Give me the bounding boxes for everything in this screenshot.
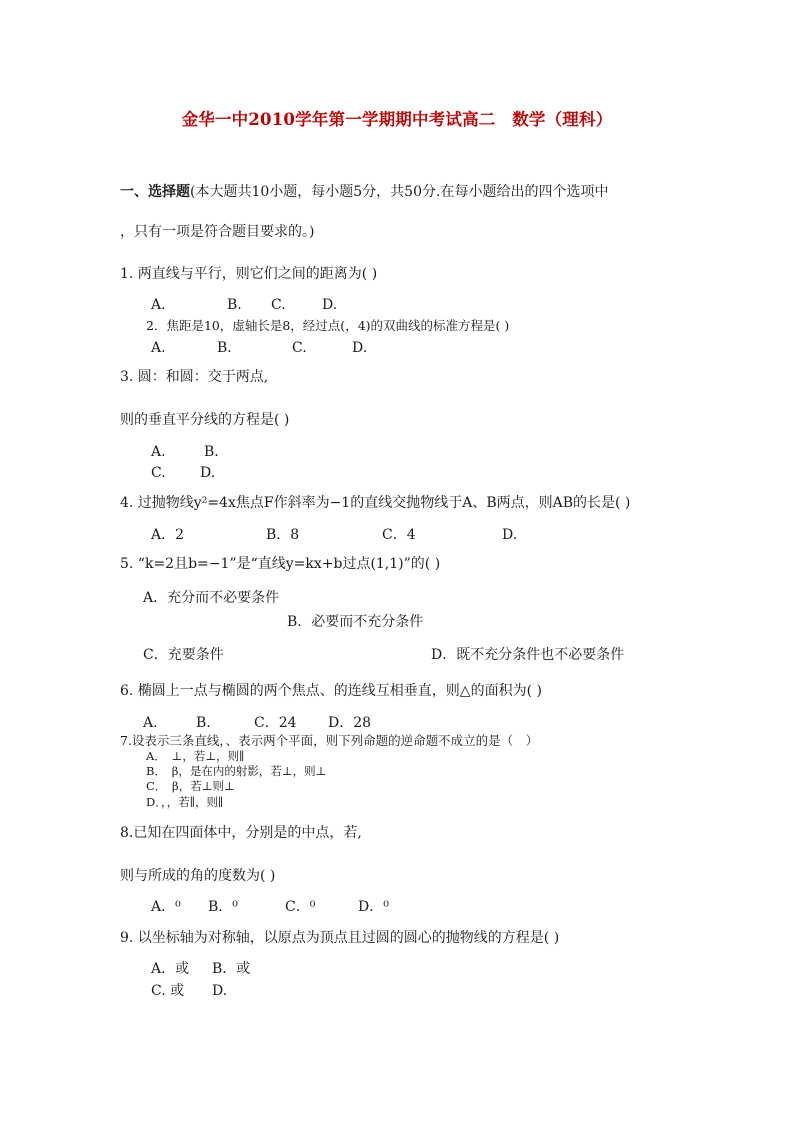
question-3-option-d: D.	[200, 465, 216, 481]
question-4-option-b: B．8	[266, 527, 300, 543]
question-6-option-c: C．24	[254, 715, 297, 731]
question-8-option-c: C．⁰	[285, 899, 316, 915]
section-intro	[120, 183, 608, 201]
question-7-option-a: A． ⊥，若⊥，则∥	[146, 749, 245, 763]
question-1-option-a: A.	[151, 297, 166, 313]
question-5-option-a: A．充分而不必要条件	[143, 590, 280, 606]
question-1-option-c: C.	[271, 297, 286, 313]
question-8-option-a: A．⁰	[151, 899, 181, 915]
question-6-stem: 6. 椭圆上一点与椭圆的两个焦点、的连线互相垂直，则△的面积为( )	[120, 683, 542, 699]
question-9-option-b: B．或	[212, 961, 251, 977]
question-1-option-d: D.	[322, 297, 338, 313]
question-4-option-c: C．4	[382, 527, 416, 543]
question-9-stem: 9. 以坐标轴为对称轴，以原点为顶点且过圆的圆心的抛物线的方程是( )	[120, 930, 560, 946]
question-8-stem: 8.已知在四面体中，分别是的中点，若,	[120, 825, 362, 841]
question-7-option-d: D．，，若∥，则∥	[146, 795, 224, 809]
question-6-option-b: B.	[196, 715, 211, 731]
question-9-option-c: C. 或	[151, 983, 185, 999]
question-5-option-b: B．必要而不充分条件	[287, 614, 424, 630]
question-3-option-a: A.	[151, 444, 166, 460]
question-4-option-a: A．2	[151, 527, 185, 543]
section-intro-text: (本大题共10小题，每小题5分，共50分.在每小题给出的四个选项中	[190, 184, 609, 200]
question-8-stem-continued: 则与所成的角的度数为( )	[120, 868, 276, 884]
question-3-option-c: C.	[151, 465, 166, 481]
question-7-option-c: C． β，若⊥则⊥	[146, 779, 235, 793]
section-intro-continued: ，只有一项是符合题目要求的。)	[120, 224, 315, 240]
section-heading: 一、选择题	[120, 184, 190, 200]
question-2-option-b: B．	[217, 340, 242, 356]
question-7-stem: 7.设表示三条直线，、表示两个平面，则下列命题的逆命题不成立的是（ ）	[120, 733, 539, 748]
question-9-option-a: A．或	[151, 961, 190, 977]
question-3-stem-continued: 则的垂直平分线的方程是( )	[120, 412, 290, 428]
question-6-option-a: A.	[143, 715, 158, 731]
question-2-option-c: C.	[292, 340, 307, 356]
question-2-option-d: D.	[352, 340, 368, 356]
question-9-option-d: D.	[212, 983, 228, 999]
question-4-stem: 4. 过抛物线y²=4x焦点F作斜率为−1的直线交抛物线于A、B两点，则AB的长是( )	[120, 495, 631, 511]
page-title: 金华一中2010学年第一学期期中考试高二 数学（理科）	[181, 110, 613, 129]
question-4-option-d: D.	[502, 527, 518, 543]
question-2-option-a: A.	[151, 340, 166, 356]
question-8-option-b: B．⁰	[208, 899, 238, 915]
question-8-option-d: D．⁰	[358, 899, 389, 915]
question-5-option-d: D．既不充分条件也不必要条件	[431, 647, 625, 663]
question-5-option-c: C．充要条件	[143, 647, 224, 663]
question-6-option-d: D．28	[328, 715, 372, 731]
question-5-stem: 5. “k=2且b=−1”是“直线y=kx+b过点(1,1)”的( )	[120, 556, 441, 572]
question-3-option-b: B.	[204, 444, 219, 460]
question-1-stem: 1. 两直线与平行，则它们之间的距离为( )	[120, 266, 378, 282]
question-2-stem: 2．焦距是10，虚轴长是8，经过点(，4)的双曲线的标准方程是( )	[146, 318, 510, 333]
question-1-option-b: B.	[227, 297, 242, 313]
question-3-stem: 3. 圆：和圆：交于两点,	[120, 369, 269, 385]
question-7-option-b: B． β，是在内的射影，若⊥，则⊥	[146, 764, 327, 778]
